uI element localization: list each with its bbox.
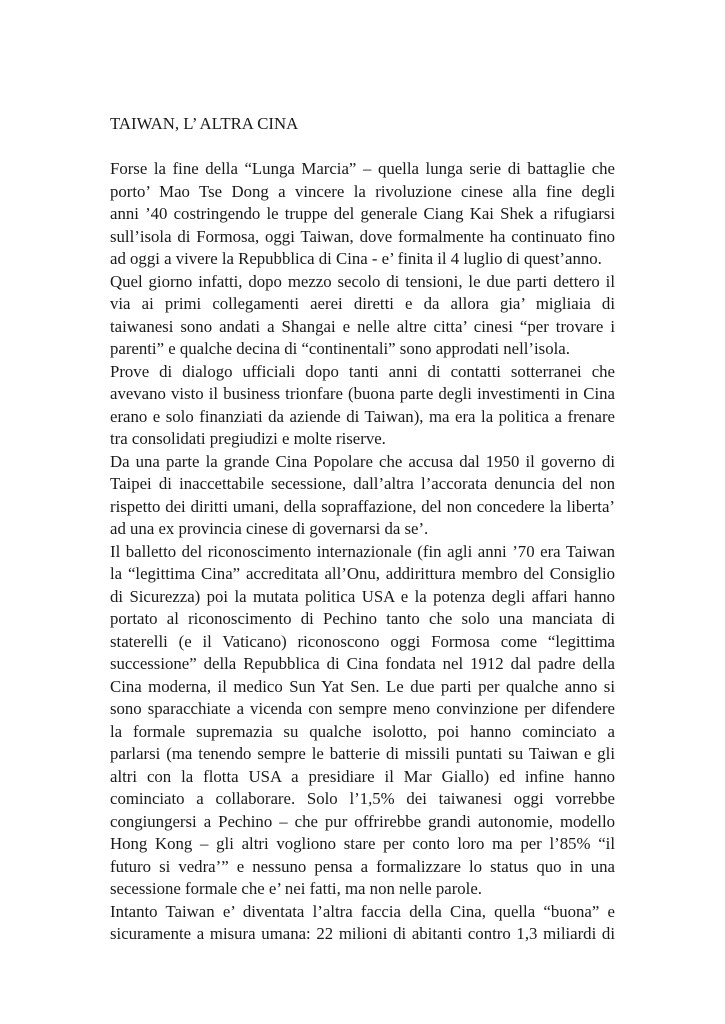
text-line: sull’isola di Formosa, oggi Taiwan, dove formalmente ha continuato fino <box>110 226 615 246</box>
text-line: la formale supremazia su qualche isolotto, poi hanno cominciato a <box>110 721 615 741</box>
text-line: Da una parte la grande Cina Popolare che accusa dal 1950 il governo di <box>110 451 615 471</box>
text-line: taiwanesi sono andati a Shangai e nelle altre citta’ cinesi “per trovare i <box>110 316 615 336</box>
paragraph <box>110 901 615 946</box>
text-line: parenti” e qualche decina di “continentali” sono approdati nell’isola. <box>110 339 570 358</box>
text-line: Intanto Taiwan e’ diventata l’altra faccia della Cina, quella “buona” e <box>110 901 615 921</box>
text-line: secessione formale che e’ nei fatti, ma non nelle parole. <box>110 879 482 898</box>
text-line: porto’ Mao Tse Dong a vincere la rivoluzione cinese alla fine degli <box>110 181 615 201</box>
text-line: futuro si vedra’” e nessuno pensa a formalizzare lo status quo in una <box>110 856 615 876</box>
text-line: portato al riconoscimento di Pechino tanto che solo una manciata di <box>110 609 615 628</box>
article-title: TAIWAN, L’ ALTRA CINA <box>110 114 299 133</box>
paragraph <box>110 271 615 361</box>
paragraph <box>110 541 615 901</box>
text-line: Taipei di inaccettabile secessione, dall’altra l’accorata denuncia del non <box>110 474 615 493</box>
text-line: rispetto dei diritti umani, della sopraffazione, del non concedere la liberta’ <box>110 496 615 516</box>
text-line: Il balletto del riconoscimento internazionale (fin agli anni ’70 era Taiwan <box>110 541 615 561</box>
text-line: ad oggi a vivere la Repubblica di Cina - e’ finita il 4 luglio di quest’anno. <box>110 249 602 268</box>
text-line: di Sicurezza) poi la mutata politica USA e la potenza degli affari hanno <box>110 586 615 606</box>
text-line: Prove di dialogo ufficiali dopo tanti anni di contatti sotterranei che <box>110 361 615 381</box>
text-line: successione” della Repubblica di Cina fondata nel 1912 dal padre della <box>110 654 615 673</box>
text-line: Cina moderna, il medico Sun Yat Sen. Le due parti per qualche anno si <box>110 676 615 696</box>
text-line: parlarsi (ma tenendo sempre le batterie di missili puntati su Taiwan e gli <box>110 744 615 763</box>
text-line: congiungersi a Pechino – che pur offrirebbe grandi autonomie, modello <box>110 811 615 831</box>
text-line: Quel giorno infatti, dopo mezzo secolo di tensioni, le due parti dettero il <box>110 271 615 291</box>
text-line: anni ’40 costringendo le truppe del generale Ciang Kai Shek a rifugiarsi <box>110 204 615 223</box>
text-line: avevano visto il business trionfare (buona parte degli investimenti in Cina <box>110 384 615 403</box>
text-line: erano e solo finanziati da aziende di Taiwan), ma era la politica a frenare <box>110 406 615 426</box>
text-line: Forse la fine della “Lunga Marcia” – quella lunga serie di battaglie che <box>110 159 615 178</box>
paragraph <box>110 361 615 451</box>
text-line: altri con la flotta USA a presidiare il Mar Giallo) ed infine hanno <box>110 766 615 786</box>
text-line: ad una ex provincia cinese di governarsi da se’. <box>110 519 429 538</box>
text-line: sicuramente a misura umana: 22 milioni di abitanti contro 1,3 miliardi di <box>110 924 615 943</box>
text-line: la “legittima Cina” accreditata all’Onu, addirittura membro del Consiglio <box>110 564 615 583</box>
article-body <box>110 158 615 946</box>
text-line: sono sparacchiate a vicenda con sempre meno convinzione per difendere <box>110 699 615 718</box>
text-line: via ai primi collegamenti aerei diretti e da allora gia’ migliaia di <box>110 294 615 313</box>
text-line: Hong Kong – gli altri vogliono stare per conto loro ma per l’85% “il <box>110 834 615 853</box>
paragraph <box>110 451 615 541</box>
text-line: cominciato a collaborare. Solo l’1,5% dei taiwanesi oggi vorrebbe <box>110 789 615 808</box>
text-line: tra consolidati pregiudizi e molte riserve. <box>110 429 386 448</box>
paragraph <box>110 158 615 271</box>
text-line: staterelli (e il Vaticano) riconoscono oggi Formosa come “legittima <box>110 631 615 651</box>
